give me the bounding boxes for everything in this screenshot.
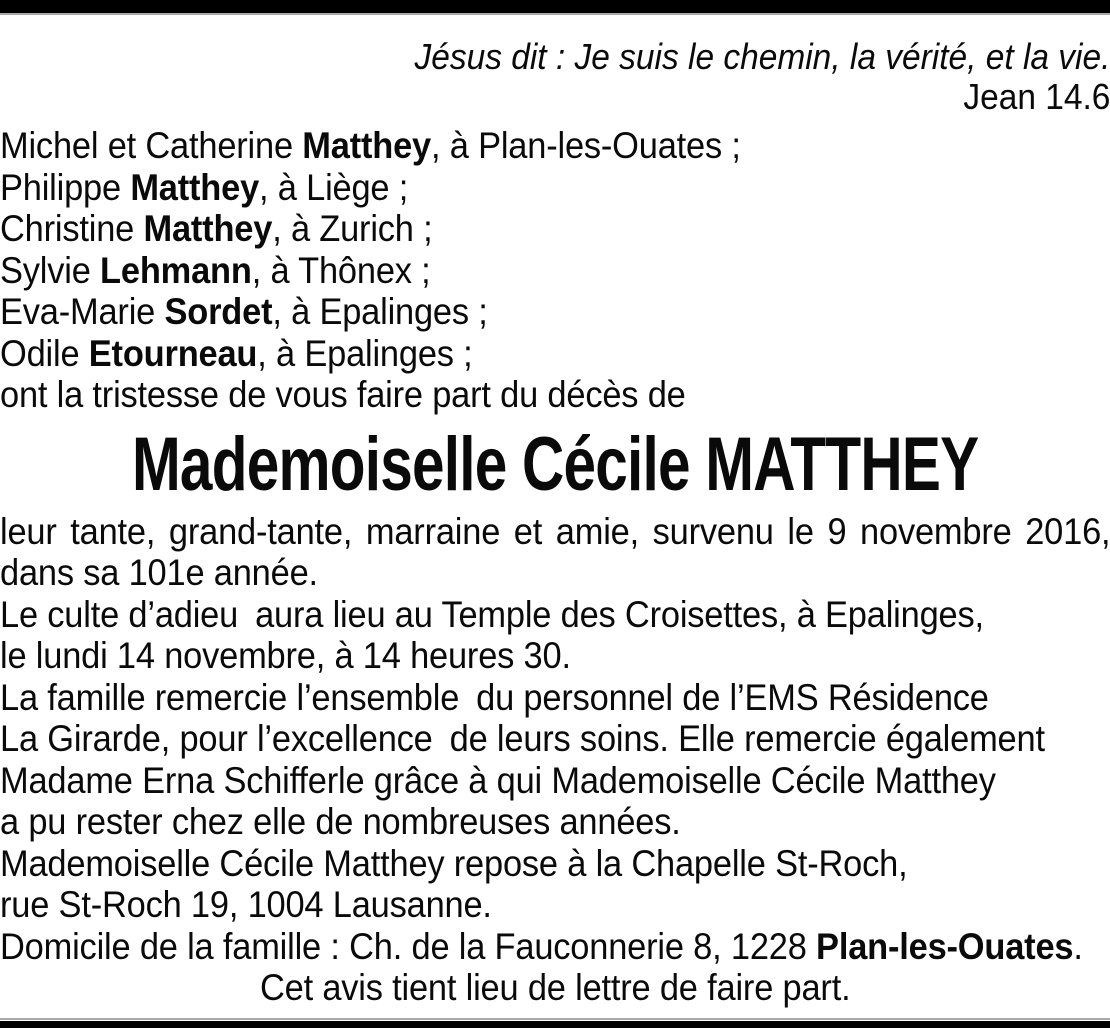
family-line (0, 125, 1110, 167)
announcement-line: ont la tristesse de vous faire part du décès de (0, 374, 686, 415)
family-line-text: , à Zurich ; (272, 208, 433, 249)
family-line-text: Eva-Marie (0, 291, 165, 332)
family-line-text: , à Epalinges ; (257, 332, 473, 374)
top-rule-thin (0, 13, 1110, 15)
body-line: leur tante, grand-tante, marraine et amie, survenu le 9 novembre 2016, (0, 510, 1110, 552)
family-surname: Matthey (130, 166, 260, 208)
scripture-reference: Jean 14.6 (963, 76, 1110, 117)
body-line: Mademoiselle Cécile Matthey repose à la Chapelle St-Roch, (0, 842, 908, 884)
body-line: dans sa 101e année. (0, 552, 318, 593)
domicile-line (0, 926, 1110, 968)
family-surname: Lehmann (100, 249, 252, 291)
family-line-text: Michel et Catherine (0, 125, 303, 166)
body-text (0, 511, 1110, 1009)
body-line: a pu rester chez elle de nombreuses années. (0, 801, 681, 842)
domicile-text: . (1073, 925, 1083, 967)
family-list (0, 125, 1110, 416)
body-line: Le culte d’adieu aura lieu au Temple des Croisettes, à Epalinges, (0, 593, 984, 635)
family-line-text: Odile (0, 332, 89, 374)
family-surname: Etourneau (88, 332, 258, 374)
family-line-text: , à Liège ; (259, 166, 409, 208)
bottom-rule-thin (0, 1018, 1110, 1020)
top-rule (0, 0, 1110, 13)
family-line-text: Christine (0, 208, 144, 249)
scripture-quote: Jésus dit : Je suis le chemin, la vérité, et la vie. (414, 36, 1110, 77)
family-surname: Matthey (302, 125, 432, 166)
family-line (0, 208, 1110, 250)
domicile-text: Domicile de la famille : Ch. de la Fauconnerie 8, 1228 (0, 925, 817, 967)
family-line-text: Sylvie (0, 249, 101, 291)
scripture-block (0, 37, 1110, 117)
family-surname: Sordet (164, 291, 273, 332)
bottom-rule (0, 1021, 1110, 1028)
body-line: rue St-Roch 19, 1004 Lausanne. (0, 884, 492, 925)
family-surname: Matthey (143, 208, 273, 249)
body-line: le lundi 14 novembre, à 14 heures 30. (0, 635, 571, 676)
family-line (0, 291, 1110, 333)
domicile-locality: Plan-les-Ouates (816, 925, 1074, 967)
family-line (0, 250, 1110, 292)
closing-line: Cet avis tient lieu de lettre de faire part. (259, 967, 851, 1008)
body-line: La famille remercie l’ensemble du personnel de l’EMS Résidence (0, 676, 989, 718)
family-line-text: , à Epalinges ; (272, 291, 488, 332)
family-line-text: , à Plan-les-Ouates ; (431, 125, 741, 166)
deceased-name-title: Mademoiselle Cécile MATTHEY (131, 421, 979, 507)
family-line (0, 333, 1110, 375)
body-line: La Girarde, pour l’excellence de leurs soins. Elle remercie également (0, 718, 1045, 759)
family-line-text: , à Thônex ; (251, 249, 431, 291)
family-line (0, 167, 1110, 209)
body-line: Madame Erna Schifferle grâce à qui Mademoiselle Cécile Matthey (0, 759, 996, 801)
family-line-text: Philippe (0, 166, 131, 208)
